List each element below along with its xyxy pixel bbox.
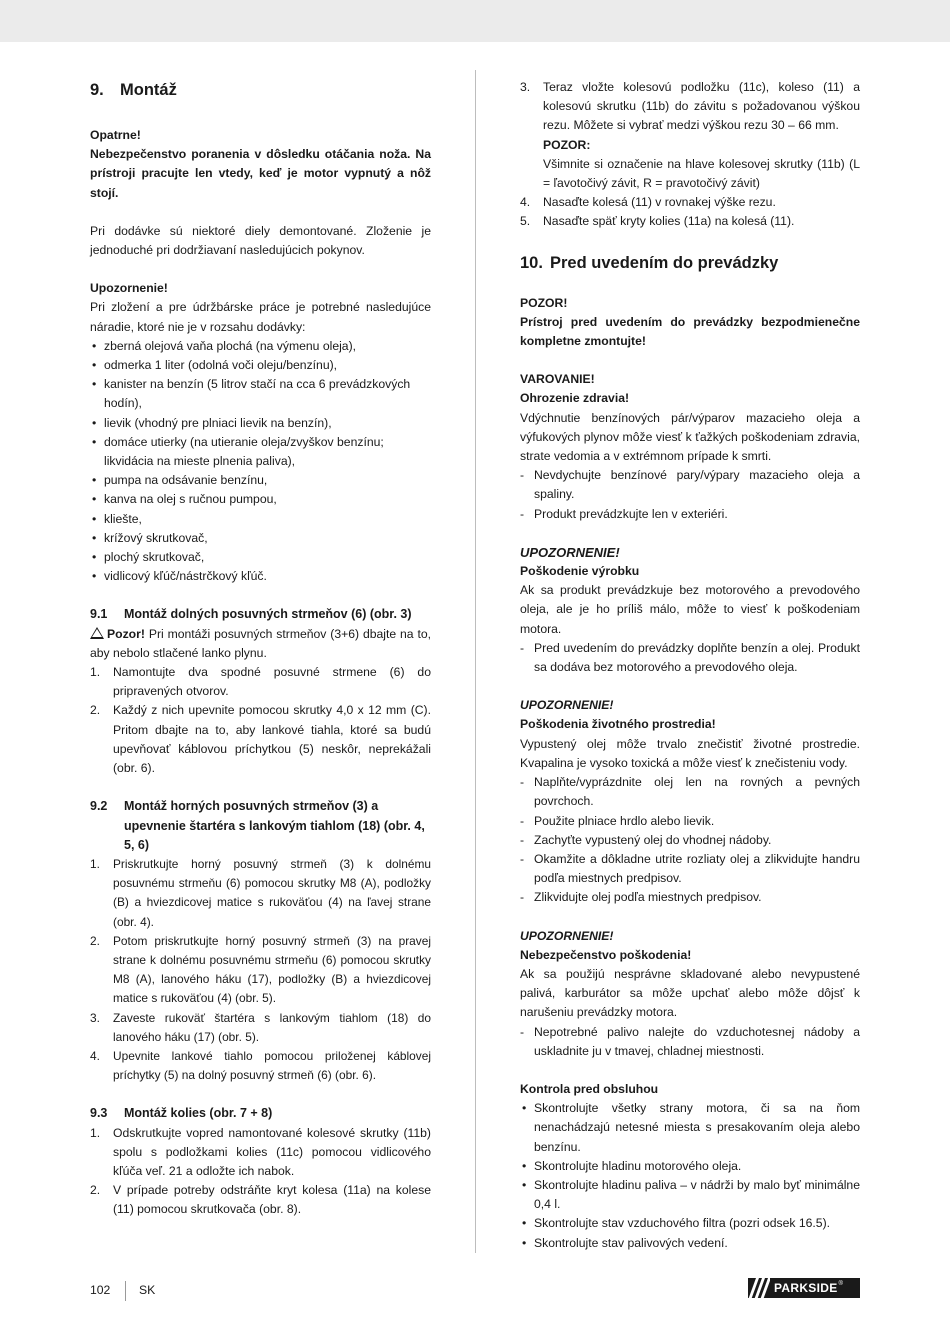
tools-list [90,337,431,587]
varovanie-subtitle: Ohrozenie zdravia! [520,391,630,406]
steps-9-2 [90,855,431,1085]
upozornenie-list [520,773,860,907]
note-label: Upozornenie! [90,281,168,296]
list-item: • domáce utierky (na utieranie oleja/zvyškov benzínu; likvidácia na mieste plnenia paliva), [90,433,431,471]
list-item: • krížový skrutkovač, [90,529,431,548]
upozornenie-label: UPOZORNENIE! [520,544,620,560]
pozor-note: Pozor! Pri montáži posuvných strmeňov (3+6) dbajte na to, aby nebolo stlačené lanko plynu. [90,626,432,660]
subsection-heading-9-2: 9.2 Montáž horných posuvných strmeňov (3) a upevnenie štartéra s lankovým tiahlom (18) (obr. 4, 5, 6) [90,799,425,852]
list-item: • Skontrolujte všetky strany motora, či sa na ňom nenachádzajú netesné miesta s presakovaním oleja alebo benzínu. [520,1099,860,1157]
upozornenie-label: UPOZORNENIE! [520,928,614,943]
list-item: 1. Priskrutkujte horný posuvný strmeň (3) k dolnému posuvnému strmeňu (6) pomocou skrutky M8 (A), podložky (B) a hviezdicovej matice s rukoväťou (4) na ľavej strane (obr. 4). [90,856,431,929]
varovanie-label: VAROVANIE! [520,372,595,387]
parkside-logo [748,1278,860,1298]
list-item: • vidlicový kľúč/nástrčkový kľúč. [90,567,431,586]
list-item: - Zachyťte vypustený olej do vhodnej nádoby. [520,832,772,847]
brand-name: PARKSIDE [774,1281,838,1295]
varovanie-text: Vdýchnutie benzínových pár/výparov mazacieho oleja a výfukových plynov môže viesť k ťažkých poškodeniam zdravia, strate vedomia a v extrémnom prípade k smrti. [520,410,860,464]
pozor-text: Prístroj pred uvedením do prevádzky bezpodmienečne kompletne zmontujte! [520,314,860,349]
steps-9-3 [90,1124,431,1220]
pozor-label: POZOR: [543,137,591,152]
upozornenie-list [520,639,860,677]
list-item: - Zlikvidujte olej podľa miestnych predpisov. [520,890,762,905]
list-item: 3. Zaveste rukoväť štartéra s lankovým tiahlom (18) do lanového háku (17) (obr. 5). [90,1010,431,1044]
warning-icon [90,627,104,639]
list-item: • zberná olejová vaňa plochá (na výmenu oleja), [90,337,431,356]
caution-label: Opatrne! [90,128,141,142]
upozornenie-list [520,1023,860,1061]
page-number: 102 [90,1283,111,1297]
steps-9-3-continued [520,78,860,232]
list-item: • Skontrolujte stav palivových vedení. [520,1234,860,1253]
upozornenie-label: UPOZORNENIE! [520,698,614,713]
kontrola-list [520,1099,860,1253]
footer-divider [125,1281,126,1301]
list-item: - Produkt prevádzkujte len v exteriéri. [520,506,728,521]
list-item: • Skontrolujte hladinu paliva – v nádrži by malo byť minimálne 0,4 l. [520,1176,860,1214]
upozornenie-subtitle: Poškodenia životného prostredia! [520,717,716,732]
upozornenie-text: Ak sa použijú nesprávne skladované alebo nevypustené palivá, karburátor sa môže upchať alebo môže dôjsť k narušeniu prevádzky motora. [520,966,860,1020]
logo-stripes-icon [748,1278,770,1298]
list-item: • kanva na olej s ručnou pumpou, [90,490,431,509]
subsection-heading-9-3: 9.3 Montáž kolies (obr. 7 + 8) [90,1106,273,1121]
list-item: - Naplňte/vyprázdnite olej len na rovných a pevných povrchoch. [520,775,860,809]
list-item: 4. Nasaďte kolesá (11) v rovnakej výške rezu. [520,195,776,210]
registered-mark-icon: ® [838,1281,843,1287]
list-item: • lievik (vhodný pre plniaci lievik na benzín), [90,414,431,433]
list-item: 2. Potom priskrutkujte horný posuvný strmeň (3) na pravej strane k dolnému posuvnému strmeňu (6) pomocou skrutky M8 (A), lanového háku (17), podložky (B) a hviezdicovej matice s rukoväťou (4) (obr. 5). [90,933,431,1006]
list-item: 2. V prípade potreby odstráňte kryt kolesa (11a) na kolese (11) pomocou skrutkovača (obr. 8). [90,1183,431,1217]
caution-text: Nebezpečenstvo poranenia v dôsledku otáčania noža. Na prístroji pracujte len vtedy, keď je motor vypnutý a nôž stojí. [90,147,431,200]
list-item: - Nepotrebné palivo nalejte do vzduchotesnej nádoby a uskladnite ju v tmavej, chladnej miestnosti. [520,1024,860,1058]
list-item: - Nevdychujte benzínové pary/výpary mazacieho oleja a spaliny. [520,468,860,502]
list-item: • plochý skrutkovač, [90,548,431,567]
list-item: • odmerka 1 liter (odolná voči oleju/benzínu), [90,356,431,375]
list-item: - Použite plniace hrdlo alebo lievik. [520,813,715,828]
language-code: SK [139,1283,156,1297]
list-item: 2. Každý z nich upevnite pomocou skrutky 4,0 x 12 mm (C). Pritom dbajte na to, aby lankové tiahla, ktoré sa budú upevňovať káblovou príchytkou (5) neskôr, neprekážali (obr. 6). [90,703,431,776]
varovanie-list [520,466,860,524]
upozornenie-subtitle: Nebezpečenstvo poškodenia! [520,947,692,962]
list-item: • Skontrolujte stav vzduchového filtra (pozri odsek 16.5). [520,1214,860,1233]
section-heading-10: 10. Pred uvedením do prevádzky [520,253,779,272]
steps-9-1 [90,663,431,778]
kontrola-heading: Kontrola pred obsluhou [520,1081,659,1096]
list-item: • kanister na benzín (5 litrov stačí na cca 6 prevádzkových hodín), [90,375,431,413]
column-divider [475,70,476,1253]
list-item: 5. Nasaďte späť kryty kolies (11a) na kolesá (11). [520,214,795,229]
top-bar [0,0,950,42]
list-item: • pumpa na odsávanie benzínu, [90,471,431,490]
list-item: 3. Teraz vložte kolesovú podložku (11c), koleso (11) a kolesovú skrutku (11b) do závitu s požadovanou výškou rezu. Môžete si vybrať medzi výškou rezu 30 – 66 mm. POZOR: Všimnite si označenie na hlave kolesovej skrutky (11b) (L = ľavotočivý závit, R = pravotočivý závit) [520,80,860,191]
subsection-heading-9-1: 9.1 Montáž dolných posuvných strmeňov (6) (obr. 3) [90,607,412,622]
pozor-label: POZOR! [520,295,568,310]
section-heading-9: 9. Montáž [90,81,177,99]
list-item: - Okamžite a dôkladne utrite rozliaty olej a zlikvidujte handru podľa miestnych predpisov. [520,851,860,886]
left-column [90,78,431,1220]
note-text: Pri zložení a pre údržbárske práce je potrebné nasledujúce náradie, ktoré nie je v rozsahu dodávky: [90,300,431,334]
pozor-note: Všimnite si označenie na hlave kolesovej skrutky (11b) (L = ľavotočivý závit, R = pravotočivý závit) [543,156,860,191]
list-item: 1. Odskrutkujte vopred namontované kolesové skrutky (11b) spolu s podložkami kolies (11c) pomocou vidlicového kľúča veľ. 21 a odložte ich nabok. [90,1125,431,1178]
list-item: 1. Namontujte dva spodné posuvné strmene (6) do pripravených otvorov. [90,665,431,699]
upozornenie-subtitle: Poškodenie výrobku [520,564,640,579]
upozornenie-text: Vypustený olej môže trvalo znečistiť životné prostredie. Kvapalina je vysoko toxická a môže viesť k znečisteniu vody. [520,736,860,770]
right-column [520,78,860,1253]
upozornenie-text: Ak sa produkt prevádzkuje bez motorového a prevodového oleja, ale je ho príliš málo, môže to viesť k poškodeniam motora. [520,583,860,636]
list-item: - Pred uvedením do prevádzky doplňte benzín a olej. Produkt sa dodáva bez motorového a prevodového oleja. [520,640,860,675]
list-item: • Skontrolujte hladinu motorového oleja. [520,1157,860,1176]
intro-text: Pri dodávke sú niektoré diely demontované. Zloženie je jednoduché pri dodržiavaní nasledujúcich pokynov. [90,223,431,258]
list-item: • kliešte, [90,510,431,529]
list-item: 4. Upevnite lankové tiahlo pomocou priloženej káblovej príchytky (5) na dolný posuvný strmeň (6) (obr. 6). [90,1048,431,1083]
